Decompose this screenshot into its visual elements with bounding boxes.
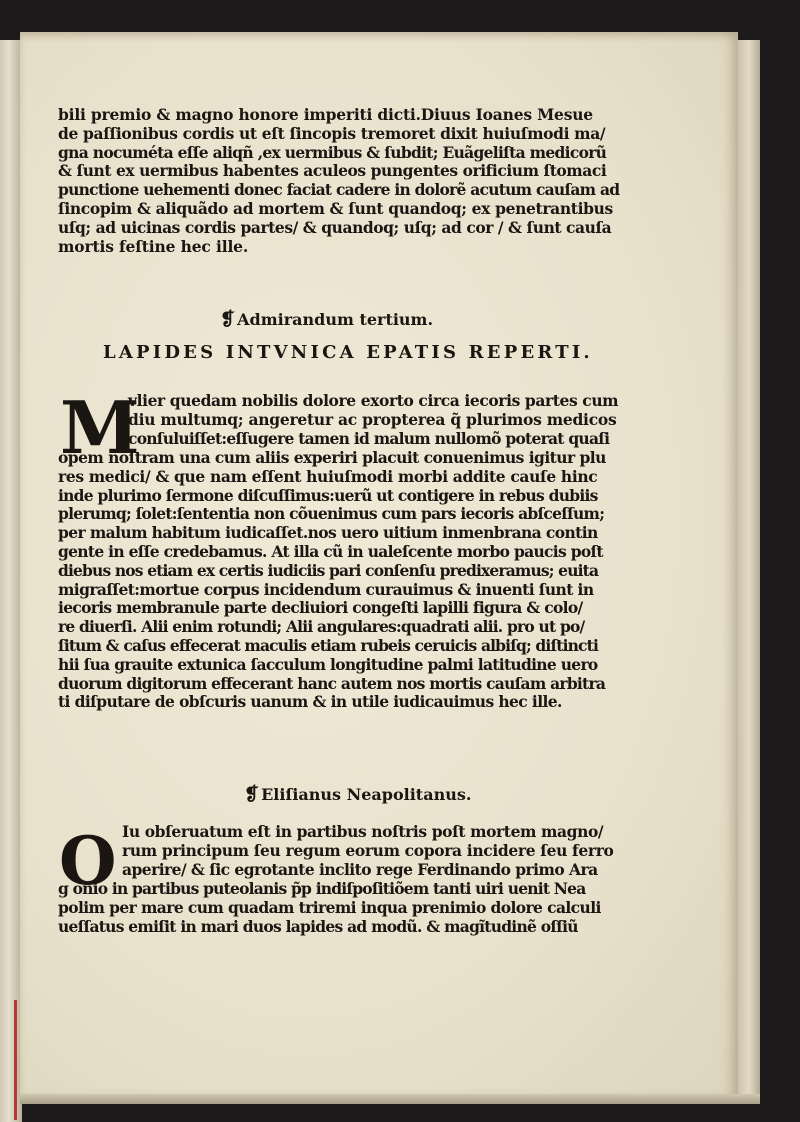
text-line: rum principum ſeu regum eorum copora incidere ſeu ferro [122,840,614,860]
text-line: ueſſatus emiſit in mari duos lapides ad modũ. & magĩtudinẽ oſſiũ [58,916,578,936]
text-line: conſuluiſſet:eſſugere tamen id malum nullomõ poterat quaſi [128,428,610,448]
book-binding [0,40,22,1122]
text-line: & ſunt ex uermibus habentes aculeos pungentes orificium ſtomaci [58,161,607,181]
section-heading-text: Admirandum tertium. [237,310,434,329]
drop-cap-initial: O [59,822,117,900]
paragraph-indented [122,823,626,879]
text-line: gna nocuméta eſſe aliqñ ,ex uermibus & ſubdit; Euãgeliſta medicorũ [58,142,607,162]
page-edge-right [738,40,760,1100]
text-line: mortis feſtine hec ille. [58,236,249,256]
text-line: uſq; ad uicinas cordis partes/ & quandoq; uſq; ad cor / & ſunt cauſa [58,217,612,237]
paragraph-indented [128,392,626,448]
drop-cap-initial: M [60,385,138,470]
text-line: iecoris membranule parte decliuiori congeſti lapilli figura & colo/ [58,598,583,618]
paragraph-body [58,880,626,936]
text-line: diu multumq; angeretur ac propterea q̃ plurimos medicos [128,409,617,429]
paragraph-body [58,449,626,712]
text-line: gente in eſſe credebamus. At illa cũ in ualeſcente morbo paucis poſt [58,541,603,561]
text-line: bili premio & magno honore imperiti dicti.Diuus Ioanes Mesue [58,105,593,124]
pilcrow-icon: ❡ [220,309,236,330]
text-block-1 [58,106,626,256]
text-line: plerumq; ſolet:ſententia non cõuenimus cum pars iecoris abſceſſum; [58,504,605,524]
pilcrow-icon: ❡ [244,784,260,805]
text-line: ti diſputare de obſcuris uanum & in utile iudicauimus hec ille. [58,692,562,712]
text-line: de paſſionibus cordis ut eſt ſincopis tremoret dixit huiuſmodi ma/ [58,123,606,143]
text-line: duorum digitorum effecerant hanc autem nos mortis cauſam arbitra [58,673,606,693]
text-line: hii ſua grauite extunica ſacculum longitudine palmi latitudine uero [58,654,598,674]
section-heading [220,309,433,330]
text-line: diebus nos etiam ex certis iudiciis pari conſenſu predixeramus; euita [58,560,599,580]
text-line: aperire/ & ſic egrotante inclito rege Ferdinando primo Ara [122,859,598,879]
section-heading-text: Eliſianus Neapolitanus. [261,785,472,804]
section-heading [244,784,471,805]
text-line: re diuerſi. Alii enim rotundi; Alii angulares:quadrati alii. pro ut po/ [58,617,585,637]
page-edge-bottom [20,1094,760,1104]
text-line: opem noſtram una cum aliis experiri placuit conuenimus igitur plu [58,448,606,467]
text-line: migraſſet:mortue corpus incidendum curauimus & inuenti ſunt in [58,579,594,599]
text-line: res medici/ & que nam eſſent huiuſmodi morbi addite cauſe hinc [58,466,598,486]
text-line: inde plurimo ſermone diſcuſſimus:uerũ ut contigere in rebus dubiis [58,485,598,505]
text-line: g onio in partibus puteolanis p̃p indiſpoſitiõem tanti uiri uenit Nea [58,879,586,898]
text-line: polim per mare cum quadam triremi inqua prenimio dolore calculi [58,897,601,917]
text-line: vlier quedam nobilis dolore exorto circa iecoris partes cum [128,391,619,410]
chapter-title: LAPIDES INTVNICA EPATIS REPERTI. [103,342,593,363]
text-line: punctione uehementi donec faciat cadere in dolorẽ acutum cauſam ad [58,180,620,200]
text-line: ſincopim & aliquãdo ad mortem & ſunt quandoq; ex penetrantibus [58,198,613,218]
text-line: per malum habitum iudicaſſet.nos uero uitium inmenbrana contin [58,523,598,543]
text-line: ſitum & caſus effecerat maculis etiam rubeis ceruicis albiſq; diſtincti [58,635,598,655]
text-line: Iu obſeruatum eſt in partibus noſtris poſt mortem magno/ [122,822,604,841]
